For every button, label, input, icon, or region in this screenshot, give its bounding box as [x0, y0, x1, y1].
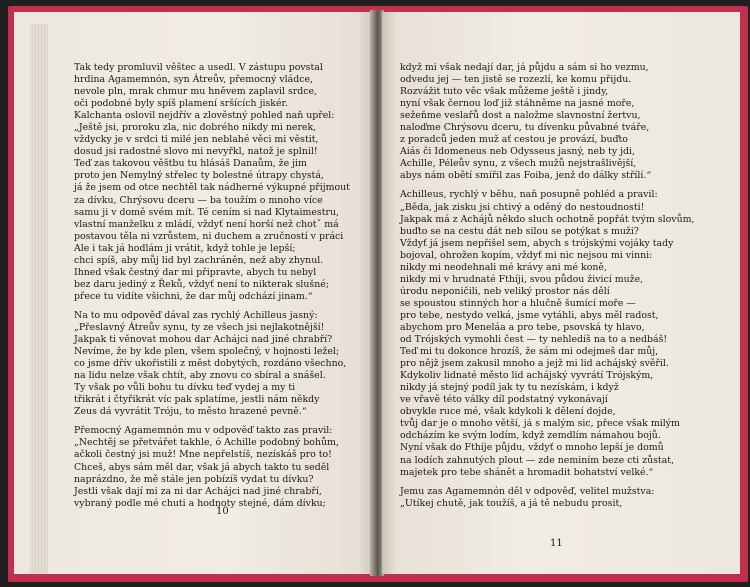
- text-line: ve vřavě této války díl podstatný vykonávají: [400, 394, 608, 406]
- text-line: „Přeslavný Átreův synu, ty ze všech jsi nejlakotnější!: [74, 321, 325, 333]
- text-line: „Běda, jak zisku jsi chtivý a oděný do nestoudnosti!: [400, 201, 645, 213]
- text-line: za dívku, Chrýsovu dceru — ba toužím o mnoho více: [74, 194, 323, 206]
- text-line: bez daru jediný z Řeků, vždyť není to nikterak slušné;: [74, 278, 329, 290]
- text-line: třikrát i čtyřikrát víc pak splatíme, jestli nám někdy: [74, 394, 320, 406]
- text-line: ačkoli čestný jsi muž! Mne nepřelstíš, nezískáš pro to!: [74, 449, 332, 461]
- text-line: tvůj dar je o mnoho větší, já s malým sic, přece však milým: [400, 418, 680, 430]
- text-line: Přemocný Agamemnón mu v odpověď takto zas pravil:: [74, 425, 333, 437]
- text-line: od Trójských vymohli čest — ty nehledíš na to a nedbáš!: [400, 334, 668, 346]
- left-page: [14, 12, 372, 574]
- left-page-text: [74, 62, 352, 517]
- text-line: na lodích zahnutých plout — zde neminím beze cti zůstat,: [400, 454, 675, 466]
- text-line: Ty však po vůli bohu tu dívku teď vydej a my ti: [74, 382, 296, 394]
- text-line: Na to mu odpověď dával zas rychlý Achilleus jasný:: [74, 309, 318, 321]
- text-line: Achille, Péleův synu, z všech mužů nejstrašlivější,: [400, 158, 637, 170]
- page-number-right: 11: [550, 538, 563, 549]
- text-line: Chceš, abys sám měl dar, však já abych takto tu seděl: [74, 461, 330, 473]
- text-line: Jakpak ti věnovat mohou dar Achájci nad jiné chrabří?: [74, 334, 333, 346]
- text-line: nyní však černou loď již stáhněme na jasné moře,: [400, 98, 635, 110]
- text-line: „Utíkej chutě, jak toužíš, a já tě nebudu prosit,: [400, 497, 623, 509]
- text-line: Vždyť já jsem nepřišel sem, abych s trójskými vojáky tady: [400, 237, 674, 249]
- text-line: chci spíš, aby můj lid byl zachráněn, než aby zhynul.: [74, 254, 324, 266]
- text-line: co jsme dřív ukořistili z měst dobytých, rozdáno všechno,: [74, 358, 347, 370]
- text-line: abychom pro Meneláa a pro tebe, psovská ty hlavo,: [400, 321, 645, 333]
- text-line: naloďme Chrýsovu dceru, tu dívenku půvabné tváře,: [400, 122, 650, 134]
- paragraph: [74, 425, 352, 509]
- text-line: Zeus dá vyvrátit Tróju, to město hrazené pevně.“: [74, 406, 307, 418]
- text-line: Ale i tak já hodlám ji vrátit, když tohle je lepší;: [74, 242, 296, 254]
- text-line: Jemu zas Agamemnón děl v odpověď, velitel mužstva:: [400, 485, 655, 497]
- text-line: pro nějž jsem zakusil mnoho a jejž mi lid achájský svěřil.: [400, 358, 669, 370]
- text-line: Aiás či Idomeneus neb Odysseus jasný, neb ty jdi,: [400, 146, 635, 158]
- text-line: nikdy mi v hrudnaté Fthíji, svou půdou živicí muže,: [400, 273, 644, 285]
- paragraph: [400, 486, 700, 510]
- text-line: já že jsem od otce nechtěl tak nádherné výkupné přijmout: [74, 182, 350, 194]
- text-line: buďto se na cestu dát neb silou se potýkat s muži?: [400, 225, 639, 237]
- paragraph: [400, 62, 700, 182]
- text-line: „Nechtěj se přetvářet takhle, ó Achille podobný bohům,: [74, 437, 339, 449]
- text-line: Ihned však čestný dar mi připravte, abych tu nebyl: [74, 266, 317, 278]
- text-line: Achilleus, rychlý v běhu, naň posupně pohléd a pravil:: [400, 189, 658, 201]
- text-line: odcházím ke svým lodím, když zemdlím námahou bojů.: [400, 430, 661, 442]
- text-line: pro tebe, nestydo velká, jsme vytáhli, abys měl radost,: [400, 309, 659, 321]
- text-line: Nyní však do Fthíje půjdu, vždyť o mnoho lepší je domů: [400, 442, 664, 454]
- text-line: Kalchanta oslovil nejdřív a zlověstný pohled naň upřel:: [74, 110, 335, 122]
- text-line: nikdy mi neodehnali mé krávy ani mé koně,: [400, 261, 607, 273]
- text-line: postavou těla ni vzrůstem, ni duchem a zručností v práci: [74, 230, 344, 242]
- paragraph: [74, 310, 352, 418]
- text-line: proto jen Nemylný střelec ty bolestné útrapy chystá,: [74, 170, 324, 182]
- text-line: Teď zas takovou věštbu tu hlásáš Danaům, že jim: [74, 158, 307, 170]
- text-line: na lidu nelze však chtít, aby znovu co sbíral a snášel.: [74, 370, 326, 382]
- text-line: dosud jsi radostné slovo mi nevyřkl, natož je splnil!: [74, 146, 318, 158]
- text-line: vlastní manželku z mládí, vždyť není horší než chotˇ má: [74, 218, 339, 230]
- text-line: bojoval, ohrožen kopím, vždyť mi nic nejsou mi vinni:: [400, 249, 653, 261]
- text-line: Tak tedy promluvil věštec a usedl. V zástupu povstal: [74, 62, 323, 73]
- right-page: [382, 12, 740, 574]
- text-line: hrdina Agamemnón, syn Átreův, přemocný vládce,: [74, 74, 313, 86]
- text-line: vždycky je v srdci ti milé jen neblahé věci mi věstit,: [74, 134, 319, 146]
- paragraph: [400, 189, 700, 478]
- text-line: obvykle ruce mé, však kdykoli k dělení dojde,: [400, 406, 616, 418]
- text-line: přece tu vidíte všichni, že dar můj odchází jinam.“: [74, 290, 313, 302]
- text-line: vybraný podle mé chuti a hodnoty stejné, dám dívku;: [74, 497, 326, 509]
- text-line: nikdy já stejný podíl jak ty tu nezískám, i když: [400, 382, 619, 394]
- text-line: Rozvážit tuto věc však můžeme ještě i jindy,: [400, 86, 609, 98]
- text-line: z poradců jeden muž ať cestou je provází, buďto: [400, 134, 628, 146]
- text-line: „Ještě jsi, proroku zla, nic dobrého nikdy mi nerek,: [74, 122, 317, 134]
- text-line: Jakpak má z Achájů někdo sluch ochotně popřát tvým slovům,: [400, 213, 695, 225]
- page-edges: [30, 24, 48, 574]
- text-line: oči podobné byly spíš plamení sršících jiskér.: [74, 98, 288, 110]
- text-line: samu ji v domě svém mít. Té cením si nad Klytaimestru,: [74, 206, 339, 218]
- right-page-text: [400, 62, 700, 517]
- text-line: když mi však nedají dar, já půjdu a sám si ho vezmu,: [400, 62, 649, 73]
- text-line: sežeňme veslařů dost a naložme slavnostní žertvu,: [400, 110, 641, 122]
- text-line: Kdykoliv lidnaté město lid achájský vyvrátí Trójským,: [400, 370, 654, 382]
- text-line: se spoustou stinných hor a hlučně šumící moře —: [400, 297, 636, 309]
- text-line: abys nám obětí smířil zas Foiba, jenž do dálky střílí.“: [400, 170, 652, 182]
- page-number-left: 10: [216, 506, 229, 517]
- text-line: odvedu jej — ten jistě se rozezlí, ke komu přijdu.: [400, 74, 632, 86]
- text-line: naprázdno, že mě stále jen pobízíš vydat tu dívku?: [74, 473, 314, 485]
- text-line: Nevíme, že by kde plen, všem společný, v hojnosti ležel;: [74, 346, 340, 358]
- text-line: Teď mi tu dokonce hrozíš, že sám mi odejmeš dar můj,: [400, 346, 659, 358]
- text-line: úrodu neponičili, neb veliký prostor nás dělí: [400, 285, 610, 297]
- text-line: nevole pln, mrak chmur mu hněvem zaplavil srdce,: [74, 86, 318, 98]
- paragraph: [74, 62, 352, 303]
- text-line: Jestli však dají mi za ni dar Achájci nad jiné chrabří,: [74, 485, 322, 497]
- text-line: majetek pro tebe shánět a hromadit bohatství velké.“: [400, 466, 654, 478]
